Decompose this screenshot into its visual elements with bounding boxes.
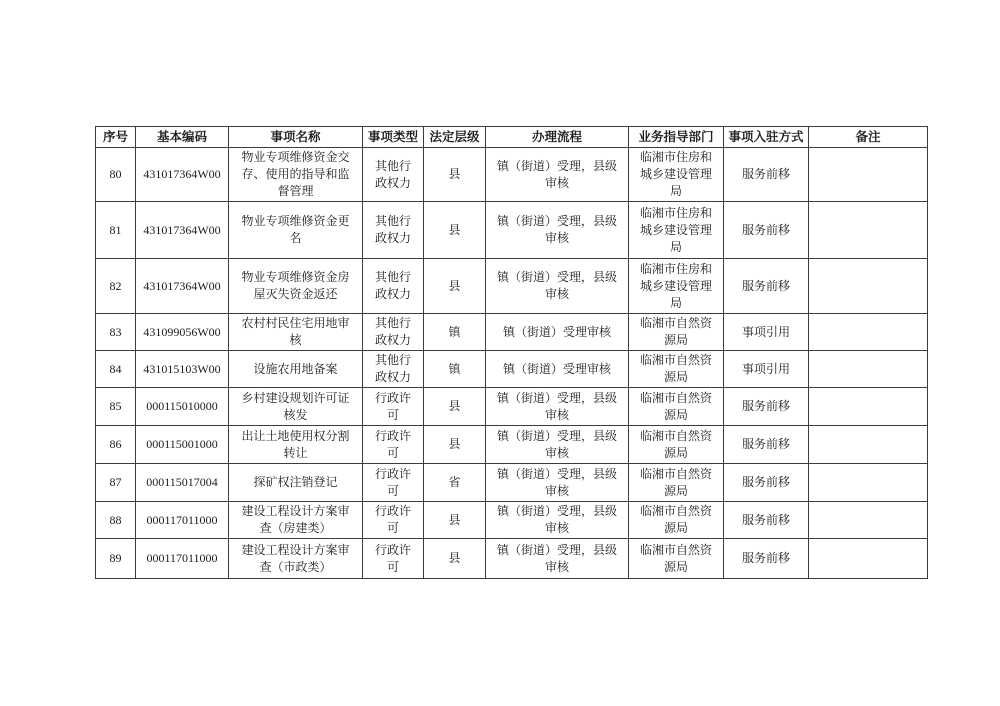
table-row (96, 259, 928, 314)
table-row (96, 314, 928, 351)
cell-dept: 临湘市住房和城乡建设管理局 (629, 202, 724, 259)
table-row (96, 502, 928, 539)
table-row (96, 539, 928, 579)
cell-dept: 临湘市住房和城乡建设管理局 (629, 259, 724, 314)
header-seq: 序号 (96, 127, 136, 148)
cell-seq: 80 (96, 148, 136, 202)
cell-remark (809, 388, 928, 426)
cell-type: 行政许可 (363, 464, 424, 502)
cell-type: 其他行政权力 (363, 314, 424, 351)
table-row (96, 426, 928, 464)
cell-process: 镇（街道）受理，县级审核 (486, 464, 629, 502)
cell-level: 县 (424, 202, 486, 259)
cell-type: 其他行政权力 (363, 259, 424, 314)
cell-name: 乡村建设规划许可证核发 (229, 388, 363, 426)
cell-process: 镇（街道）受理，县级审核 (486, 388, 629, 426)
cell-name: 物业专项维修资金房屋灭失资金返还 (229, 259, 363, 314)
cell-level: 县 (424, 539, 486, 579)
cell-entry: 事项引用 (724, 351, 809, 388)
cell-type: 其他行政权力 (363, 351, 424, 388)
cell-level: 县 (424, 502, 486, 539)
cell-type: 行政许可 (363, 502, 424, 539)
cell-name: 建设工程设计方案审查（市政类） (229, 539, 363, 579)
header-dept: 业务指导部门 (629, 127, 724, 148)
cell-process: 镇（街道）受理，县级审核 (486, 259, 629, 314)
cell-dept: 临湘市自然资源局 (629, 539, 724, 579)
cell-seq: 84 (96, 351, 136, 388)
cell-code: 000115010000 (136, 388, 229, 426)
cell-level: 镇 (424, 351, 486, 388)
cell-name: 设施农用地备案 (229, 351, 363, 388)
header-name: 事项名称 (229, 127, 363, 148)
cell-type: 其他行政权力 (363, 202, 424, 259)
cell-code: 431099056W00 (136, 314, 229, 351)
table-row (96, 351, 928, 388)
cell-code: 000117011000 (136, 502, 229, 539)
cell-level: 县 (424, 388, 486, 426)
cell-remark (809, 351, 928, 388)
cell-seq: 86 (96, 426, 136, 464)
cell-dept: 临湘市自然资源局 (629, 314, 724, 351)
cell-name: 农村村民住宅用地审核 (229, 314, 363, 351)
cell-dept: 临湘市自然资源局 (629, 388, 724, 426)
cell-dept: 临湘市自然资源局 (629, 351, 724, 388)
cell-dept: 临湘市自然资源局 (629, 464, 724, 502)
cell-name: 物业专项维修资金交存、使用的指导和监督管理 (229, 148, 363, 202)
cell-type: 行政许可 (363, 539, 424, 579)
cell-name: 探矿权注销登记 (229, 464, 363, 502)
cell-seq: 83 (96, 314, 136, 351)
cell-entry: 服务前移 (724, 259, 809, 314)
cell-name: 物业专项维修资金更名 (229, 202, 363, 259)
cell-remark (809, 259, 928, 314)
cell-entry: 服务前移 (724, 502, 809, 539)
cell-code: 431017364W00 (136, 148, 229, 202)
cell-remark (809, 148, 928, 202)
cell-seq: 88 (96, 502, 136, 539)
cell-code: 431015103W00 (136, 351, 229, 388)
cell-seq: 85 (96, 388, 136, 426)
cell-seq: 82 (96, 259, 136, 314)
cell-code: 000117011000 (136, 539, 229, 579)
cell-remark (809, 426, 928, 464)
cell-entry: 服务前移 (724, 539, 809, 579)
cell-process: 镇（街道）受理审核 (486, 351, 629, 388)
cell-level: 镇 (424, 314, 486, 351)
cell-level: 县 (424, 426, 486, 464)
table-row (96, 388, 928, 426)
cell-remark (809, 539, 928, 579)
cell-name: 出让土地使用权分割转让 (229, 426, 363, 464)
cell-entry: 服务前移 (724, 148, 809, 202)
cell-type: 其他行政权力 (363, 148, 424, 202)
header-level: 法定层级 (424, 127, 486, 148)
cell-name: 建设工程设计方案审查（房建类） (229, 502, 363, 539)
cell-process: 镇（街道）受理，县级审核 (486, 202, 629, 259)
cell-remark (809, 314, 928, 351)
header-type: 事项类型 (363, 127, 424, 148)
header-entry: 事项入驻方式 (724, 127, 809, 148)
table-row (96, 148, 928, 202)
cell-dept: 临湘市住房和城乡建设管理局 (629, 148, 724, 202)
cell-process: 镇（街道）受理审核 (486, 314, 629, 351)
table-row (96, 202, 928, 259)
header-process: 办理流程 (486, 127, 629, 148)
cell-process: 镇（街道）受理，县级审核 (486, 148, 629, 202)
cell-code: 431017364W00 (136, 202, 229, 259)
cell-level: 县 (424, 148, 486, 202)
header-code: 基本编码 (136, 127, 229, 148)
cell-remark (809, 464, 928, 502)
table-row (96, 464, 928, 502)
cell-dept: 临湘市自然资源局 (629, 502, 724, 539)
cell-type: 行政许可 (363, 426, 424, 464)
cell-process: 镇（街道）受理，县级审核 (486, 426, 629, 464)
cell-remark (809, 502, 928, 539)
cell-entry: 服务前移 (724, 202, 809, 259)
cell-seq: 81 (96, 202, 136, 259)
cell-level: 县 (424, 259, 486, 314)
cell-entry: 服务前移 (724, 388, 809, 426)
service-items-table (95, 126, 928, 579)
cell-entry: 服务前移 (724, 426, 809, 464)
cell-remark (809, 202, 928, 259)
cell-seq: 87 (96, 464, 136, 502)
cell-code: 000115001000 (136, 426, 229, 464)
cell-entry: 服务前移 (724, 464, 809, 502)
cell-process: 镇（街道）受理，县级审核 (486, 539, 629, 579)
cell-level: 省 (424, 464, 486, 502)
cell-type: 行政许可 (363, 388, 424, 426)
cell-dept: 临湘市自然资源局 (629, 426, 724, 464)
cell-seq: 89 (96, 539, 136, 579)
header-row (96, 127, 928, 148)
cell-entry: 事项引用 (724, 314, 809, 351)
header-remark: 备注 (809, 127, 928, 148)
cell-process: 镇（街道）受理，县级审核 (486, 502, 629, 539)
cell-code: 431017364W00 (136, 259, 229, 314)
cell-code: 000115017004 (136, 464, 229, 502)
